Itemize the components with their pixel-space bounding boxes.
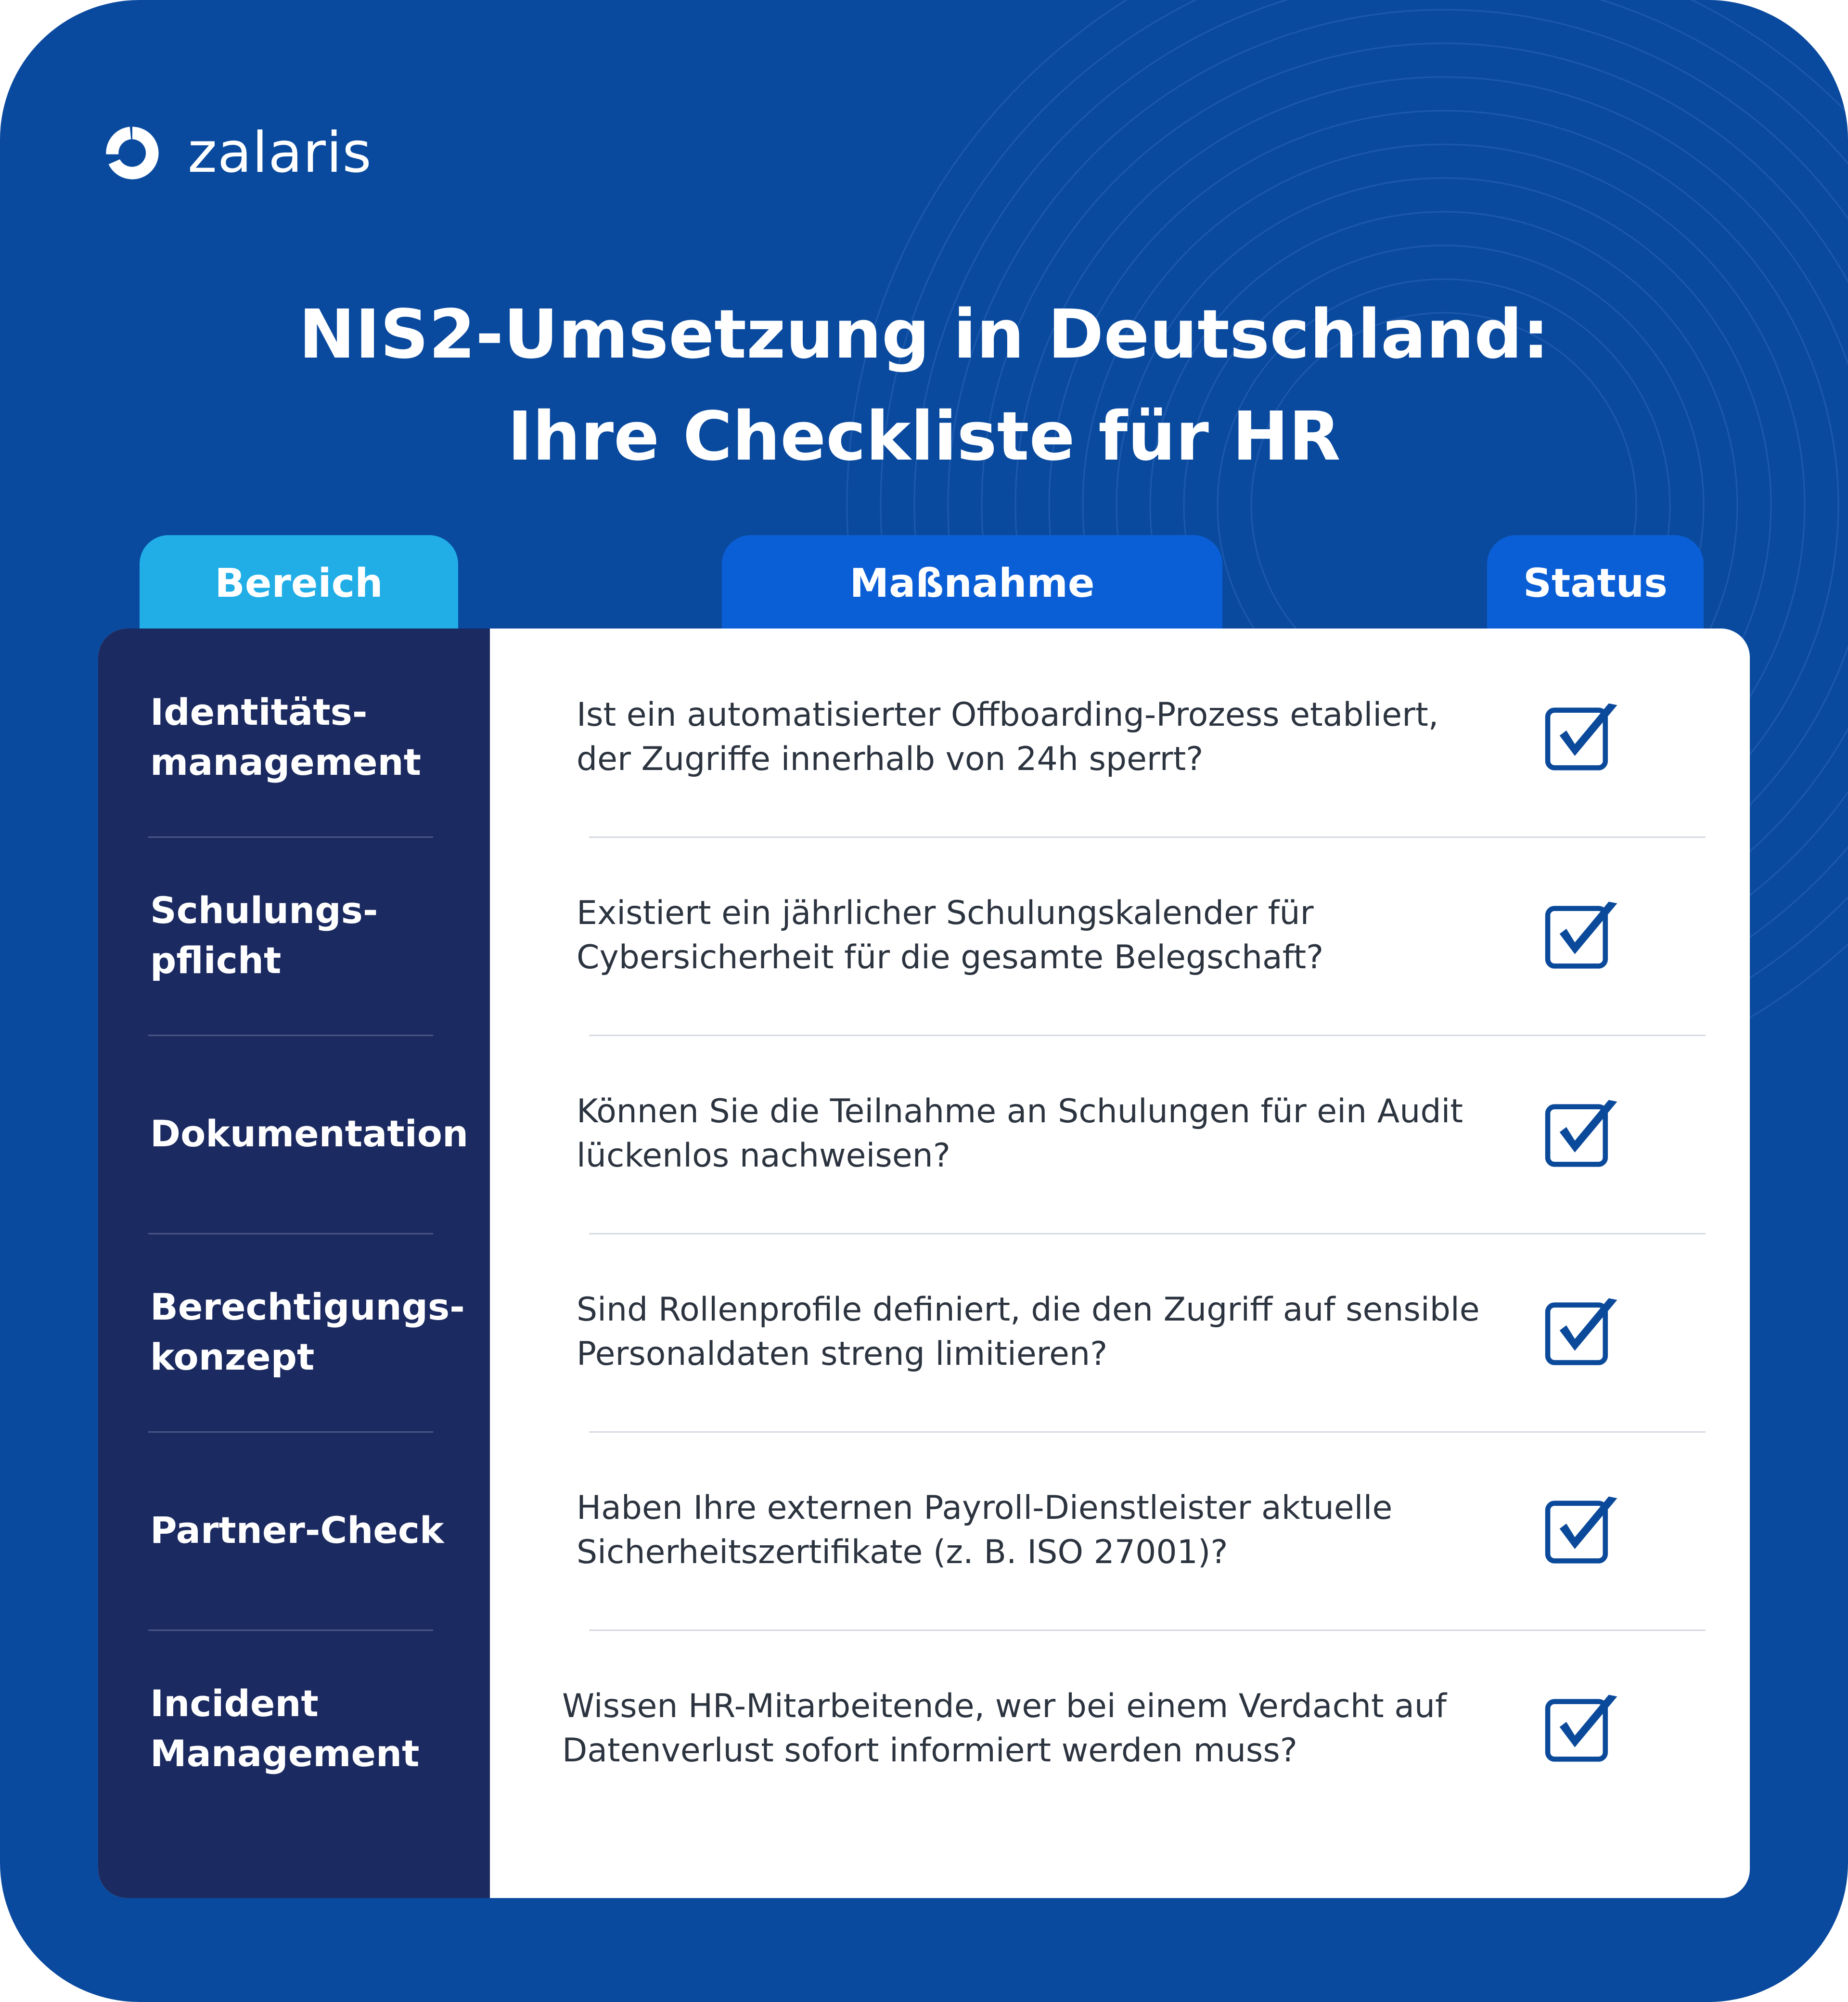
- table-row: [98, 638, 1750, 836]
- bereich-text: Dokumentation: [150, 1112, 469, 1155]
- bereich-text: Partner-Check: [150, 1509, 444, 1552]
- column-header-status: Status: [1487, 535, 1704, 631]
- bereich-cell: [150, 1035, 477, 1233]
- table-row: [98, 1431, 1750, 1630]
- massnahme-text: lückenlos nachweisen?: [577, 1137, 950, 1175]
- checked-box-icon: [1541, 695, 1626, 780]
- massnahme-text: Personaldaten streng limitieren?: [577, 1335, 1108, 1373]
- massnahme-text: Wissen HR-Mitarbeitende, wer bei einem Verdacht auf: [562, 1687, 1447, 1725]
- massnahme-text: Datenverlust sofort informiert werden muss?: [562, 1732, 1297, 1770]
- table-row: [98, 836, 1750, 1035]
- bereich-text: Management: [150, 1732, 420, 1775]
- bereich-text: Incident: [150, 1682, 319, 1725]
- checked-box-icon: [1541, 893, 1626, 978]
- bereich-cell: [150, 1431, 477, 1630]
- massnahme-text: Cybersicherheit für die gesamte Belegschaft?: [577, 938, 1324, 976]
- table-row: [98, 1233, 1750, 1431]
- bereich-text: Berechtigungs-: [150, 1285, 465, 1328]
- bereich-text: pflicht: [150, 939, 282, 982]
- massnahme-text: Sind Rollenprofile definiert, die den Zugriff auf sensible: [577, 1291, 1480, 1329]
- checked-box-icon: [1541, 1091, 1626, 1176]
- column-header-bereich: Bereich: [140, 535, 458, 631]
- massnahme-text: Existiert ein jährlicher Schulungskalender für: [577, 894, 1314, 932]
- checklist-table: [98, 629, 1750, 1898]
- bereich-text: Identitäts-: [150, 691, 368, 733]
- checked-box-icon: [1541, 1290, 1626, 1374]
- massnahme-cell: [562, 1630, 1501, 1828]
- bereich-cell: [150, 836, 477, 1035]
- bereich-text: management: [150, 741, 421, 783]
- massnahme-text: der Zugriffe innerhalb von 24h sperrt?: [577, 740, 1204, 778]
- bereich-cell: [150, 638, 477, 836]
- bereich-text: konzept: [150, 1335, 315, 1378]
- massnahme-cell: [577, 1035, 1515, 1233]
- checked-box-icon: [1541, 1488, 1626, 1573]
- bereich-text: Schulungs-: [150, 889, 378, 932]
- bereich-cell: [150, 1233, 477, 1431]
- checked-box-icon: [1541, 1686, 1626, 1771]
- title-line-1: NIS2-Umsetzung in Deutschland:: [298, 295, 1550, 374]
- massnahme-cell: [577, 1233, 1515, 1431]
- page-title: [0, 284, 1848, 488]
- brand-logo: [101, 120, 372, 185]
- massnahme-text: Haben Ihre externen Payroll-Dienstleister aktuelle: [577, 1489, 1393, 1527]
- title-line-2: Ihre Checkliste für HR: [507, 398, 1341, 476]
- massnahme-text: Können Sie die Teilnahme an Schulungen für ein Audit: [577, 1092, 1463, 1130]
- massnahme-text: Sicherheitszertifikate (z. B. ISO 27001)?: [577, 1533, 1228, 1571]
- massnahme-text: Ist ein automatisierter Offboarding-Prozess etabliert,: [577, 696, 1439, 734]
- table-row: [98, 1035, 1750, 1233]
- brand-name: zalaris: [188, 120, 372, 185]
- massnahme-cell: [577, 1431, 1515, 1630]
- zalaris-swirl-logo-icon: [101, 122, 164, 184]
- table-row: [98, 1630, 1750, 1828]
- column-header-massnahme: Maßnahme: [722, 535, 1222, 631]
- massnahme-cell: [577, 638, 1515, 836]
- massnahme-cell: [577, 836, 1515, 1035]
- bereich-cell: [150, 1630, 477, 1828]
